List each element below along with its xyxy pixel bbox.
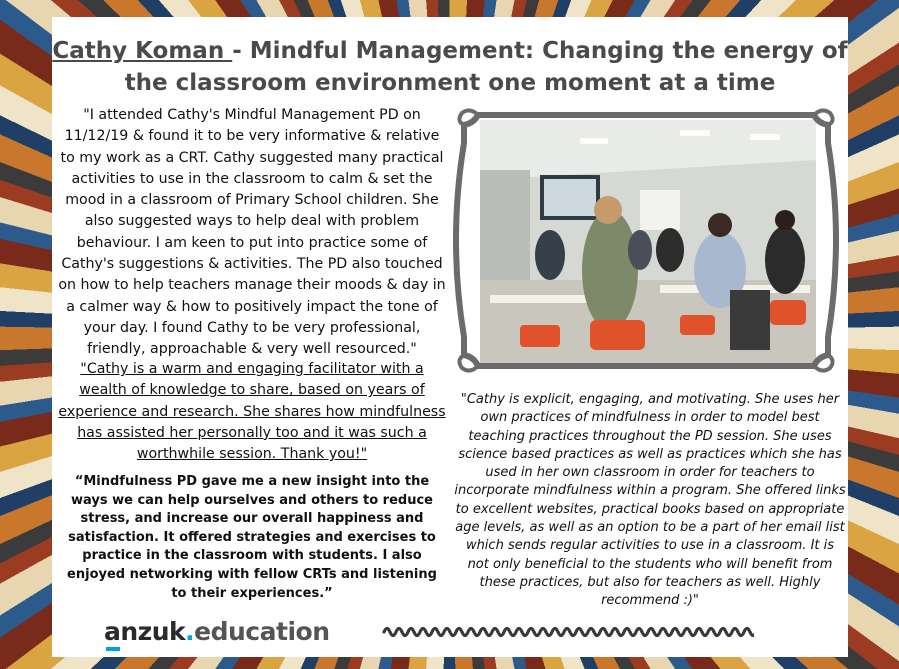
logo-underline-accent (106, 647, 120, 651)
testimonial-2: "Cathy is a warm and engaging facilitator with a wealth of knowledge to share, based on years of experience and research. She shares how mindfulness has assisted her personally too and it was such a worthwhile session. Thank you!" (58, 361, 446, 463)
testimonial-4: "Cathy is explicit, engaging, and motivating. She uses her own practices of mindfulness in order to model best teaching practices throughout the PD session. She uses science based practices as well as practices which she has used in her own classroom in order for teachers to incorporate mindfulness within a program. She offered links to excellent websites, practical books based on appropriate age levels, as well as an option to be a part of her email list which sends regular activities to use in a classroom. It is not only beneficial to the students who will benefit from these practices, but also for teachers as well. Highly recommend :)" (454, 392, 846, 609)
page-title (52, 35, 848, 99)
ornate-frame-border (448, 103, 844, 378)
logo-text-anzuk: anzuk (104, 617, 186, 646)
testimonial-1: "I attended Cathy's Mindful Management PD on 11/12/19 & found it to be very informative & relative to my work as a CRT. Cathy suggested many practical activities to use in the classroom to calm & set the mood in a classroom of Primary School children. She also suggested ways to help deal with problem behaviour. I am keen to put into practice some of Cathy's suggestions & activities. The PD also touched on how to help teachers manage their moods & day in a calmer way & how to positively impact the tone of your day. I found Cathy to be very professional, friendly, approachable & very well resourced." (58, 107, 446, 358)
squiggle-divider (382, 623, 754, 641)
flyer-card (52, 17, 848, 657)
session-title: - Mindful Management: Changing the energy of the classroom environment one moment at a time (124, 38, 848, 96)
photo-frame (448, 103, 844, 378)
logo-text-education: education (194, 617, 330, 646)
anzuk-education-logo (104, 617, 330, 646)
logo-dot: . (185, 617, 195, 646)
presenter-name: Cathy Koman (52, 38, 233, 64)
testimonial-3: “Mindfulness PD gave me a new insight into the ways we can help ourselves and others to reduce stress, and increase our overall happiness and satisfaction. It offered strategies and exercises to practice in the classroom with students. I also enjoyed networking with fellow CRTs and listening to their experiences.” (67, 474, 437, 601)
